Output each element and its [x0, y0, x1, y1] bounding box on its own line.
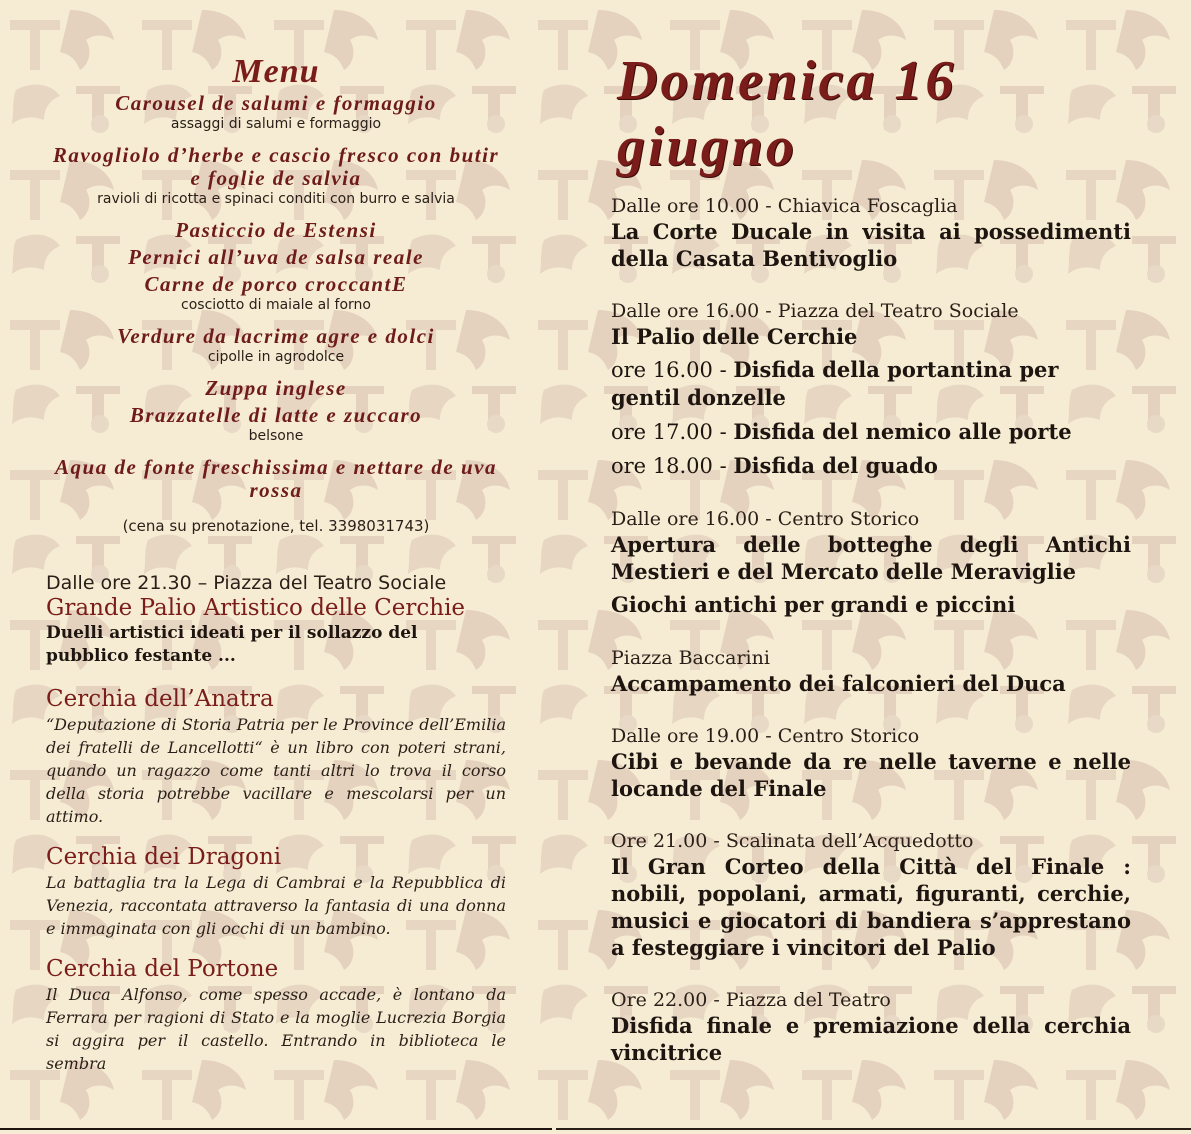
menu-dish-description: cipolle in agrodolce — [207, 349, 345, 365]
event-title: Disfida finale e premiazione della cerchia vincitrice — [611, 1013, 1131, 1065]
menu-dish-name: Aqua de fonte freschissima e nettare de uva rossa — [55, 455, 497, 502]
event-title: Il Palio delle Cerchie — [611, 324, 858, 349]
event-sub-time: ore 16.00 - — [611, 358, 734, 382]
menu-dish-description: cosciotto di maiale al forno — [181, 297, 371, 313]
cerchia-description: “Deputazione di Storia Patria per le Province dell’Emilia dei fratelli de Lancellotti“ è un libro con poteri strani, quando un ragazzo come tanti altri lo trova il corso della storia potrebbe vacillare e mescolarsi per un attimo. — [46, 715, 506, 826]
menu-item — [46, 325, 506, 367]
menu-dish-name: Brazzatelle di latte e zuccaro — [129, 403, 423, 427]
event-sub-item — [611, 356, 1131, 412]
event-time-place: Piazza Baccarini — [611, 647, 770, 669]
menu-dish-description: ravioli di ricotta e spinaci conditi con burro e salvia — [97, 191, 455, 207]
event-sub-item — [611, 591, 1131, 619]
cerchia-name: Cerchia del Portone — [46, 956, 279, 982]
evening-section — [46, 572, 506, 1075]
cerchia-name: Cerchia dei Dragoni — [46, 844, 282, 870]
event-block — [611, 646, 1131, 697]
event-title: Apertura delle botteghe degli Antichi Mestieri e del Mercato delle Meraviglie — [611, 532, 1131, 584]
menu-dish-name: Pasticcio de Estensi — [175, 218, 377, 242]
menu-item — [46, 219, 506, 242]
evening-title: Grande Palio Artistico delle Cerchie — [46, 595, 466, 621]
reservation-note: (cena su prenotazione, tel. 3398031743) — [122, 517, 430, 535]
event-title: Il Gran Corteo della Città del Finale : nobili, popolani, armati, figuranti, cerchie, musici e giocatori di bandiera s’apprestano a festeggiare i vincitori del Palio — [611, 854, 1131, 960]
bottom-rule-left — [0, 1128, 552, 1130]
event-title: Cibi e bevande da re nelle taverne e nelle locande del Finale — [611, 749, 1131, 801]
cerchie-list — [46, 686, 506, 1075]
event-sub-item — [611, 418, 1131, 446]
event-block — [611, 724, 1131, 802]
event-block — [611, 988, 1131, 1066]
cerchia-description: La battaglia tra la Lega di Cambrai e la Repubblica di Venezia, raccontata attraverso la fantasia di una donna e immaginata con gli occhi di un bambino. — [46, 873, 506, 938]
bottom-rule-right — [556, 1128, 1191, 1130]
event-sub-time: ore 18.00 - — [611, 454, 734, 478]
menu-dish-name: Ravogliolo d’herbe e cascio fresco con butir e foglie de salvia — [52, 143, 500, 190]
menu-dish-name: Pernici all’uva de salsa reale — [128, 245, 424, 269]
menu-dish-name: Verdure da lacrime agre e dolci — [117, 324, 435, 348]
event-title: Accampamento dei falconieri del Duca — [611, 671, 1066, 696]
event-time-place: Dalle ore 19.00 - Centro Storico — [611, 725, 920, 747]
cerchia-item — [46, 686, 506, 828]
menu-dish-name: Carne de porco croccantE — [144, 272, 408, 296]
event-block — [611, 299, 1131, 480]
menu-title: Menu — [232, 53, 320, 90]
event-title: La Corte Ducale in visita ai possedimenti della Casata Bentivoglio — [611, 219, 1131, 271]
event-block — [611, 194, 1131, 272]
cerchia-item — [46, 844, 506, 940]
event-block — [611, 829, 1131, 961]
event-time-place: Dalle ore 16.00 - Piazza del Teatro Sociale — [611, 300, 1019, 322]
menu-item — [46, 92, 506, 134]
event-sub-title: Disfida del nemico alle porte — [733, 419, 1072, 444]
menu-list — [46, 92, 506, 502]
day-title: Domenica 16 giugno — [617, 50, 957, 178]
event-time-place: Ore 21.00 - Scalinata dell’Acquedotto — [611, 830, 974, 852]
menu-item — [46, 144, 506, 209]
evening-subtitle: Duelli artistici ideati per il sollazzo del pubblico festante ... — [46, 623, 418, 666]
cerchia-name: Cerchia dell’Anatra — [46, 686, 274, 712]
cerchia-description: Il Duca Alfonso, come spesso accade, è lontano da Ferrara per ragioni di Stato e la moglie Lucrezia Borgia si aggira per il castello. Entrando in biblioteca le sembra — [46, 985, 506, 1073]
menu-item — [46, 246, 506, 269]
event-time-place: Dalle ore 10.00 - Chiavica Foscaglia — [611, 195, 958, 217]
event-sub-item — [611, 452, 1131, 480]
right-column — [611, 48, 1131, 1093]
event-sub-title: Disfida del guado — [733, 453, 938, 478]
evening-time: Dalle ore 21.30 – Piazza del Teatro Sociale — [46, 572, 447, 594]
event-time-place: Ore 22.00 - Piazza del Teatro — [611, 989, 891, 1011]
menu-item — [46, 456, 506, 502]
menu-dish-name: Zuppa inglese — [205, 376, 347, 400]
left-column — [46, 52, 506, 1075]
menu-item — [46, 377, 506, 400]
event-sub-title: Disfida della portantina per gentil donzelle — [611, 357, 1059, 410]
event-block — [611, 507, 1131, 619]
menu-dish-description: assaggi di salumi e formaggio — [170, 116, 382, 132]
event-sub-time: ore 17.00 - — [611, 420, 734, 444]
event-time-place: Dalle ore 16.00 - Centro Storico — [611, 508, 920, 530]
menu-item — [46, 404, 506, 446]
cerchia-item — [46, 956, 506, 1075]
menu-item — [46, 273, 506, 315]
events-list — [611, 194, 1131, 1066]
menu-dish-name: Carousel de salumi e formaggio — [115, 91, 437, 115]
menu-dish-description: belsone — [248, 428, 304, 444]
event-sub-title: Giochi antichi per grandi e piccini — [611, 592, 1016, 617]
